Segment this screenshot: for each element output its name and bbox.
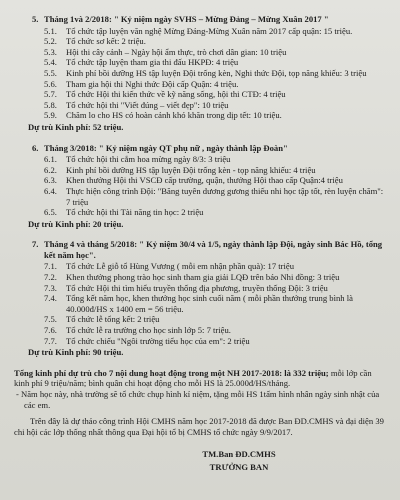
activity-number: 6.3. (44, 175, 57, 186)
activity-text: Khen thưởng phong trào học sinh tham gia giải LQĐ trên báo Nhi đồng: 3 triệu (66, 272, 340, 283)
activity-number: 7.2. (44, 272, 57, 283)
activity-number: 7.5. (44, 314, 57, 325)
activity-item (14, 336, 384, 347)
activity-text: Chăm lo cho HS có hoàn cảnh khó khăn trong dịp tết: 10 triệu. (66, 110, 282, 121)
signature-block (14, 449, 384, 472)
closing-paragraph: Trên đây là dự thảo công trình Hội CMHS năm học 2017-2018 đã được Ban ĐD.CMHS và đại diện 39 chi hội các lớp thống nhất thông qua Đại hội tổ bị CMHS tổ chức ngày 9/9/2017. (14, 416, 384, 437)
activity-item (14, 100, 384, 111)
activity-number: 7.1. (44, 261, 57, 272)
activity-text: Tổ chức sơ kết: 2 triệu. (66, 36, 146, 47)
activity-text: Thực hiện công trình Đội: "Băng tuyên dương gương thiếu nhi học tập tốt, rèn luyện chăm": 7 triệu (66, 185, 384, 207)
signature-role: TRƯỞNG BAN (209, 461, 269, 472)
activity-number: 7.7. (44, 335, 57, 346)
activity-text: Tổ chức lễ tổng kết: 2 triệu (66, 314, 160, 325)
activity-number: 6.2. (44, 164, 57, 175)
activity-text: Tổng kết năm học, khen thưởng học sinh cuối năm ( mỗi phần thưởng trung bình là 40.000đ/HS x 1400 em = 56 triệu. (66, 293, 353, 314)
activity-item (14, 79, 384, 90)
total-budget-detail: mỗi lớp cần kinh phí 9 triệu/năm; bình quân chi hoạt động cho mỗi HS là 25.000đ/HS/tháng. (14, 367, 372, 389)
activity-text: Tổ chức lễ ra trường cho học sinh lớp 5: 7 triệu. (66, 325, 231, 336)
activity-text: Kinh phí bồi dưỡng HS tập luyện Đội trống kèn, Nghi thức Đội, tọp năng khiếu: 3 triệu (66, 67, 367, 78)
activity-text: Tổ chức Hội thi tìm hiểu truyền thống địa phương, truyền thống Đội: 3 triệu (66, 282, 328, 293)
total-budget-bold: Tổng kinh phí dự trù cho 7 nội dung hoạt động trong một NH 2017-2018: là 332 triệu; (14, 367, 329, 378)
activity-item (14, 175, 384, 186)
section-title (14, 14, 384, 25)
activity-item (14, 325, 384, 336)
activity-number: 5.7. (44, 89, 57, 100)
activity-text: Hội thi cây cảnh – Ngày hội ẩm thực, trò chơi dân gian: 10 triệu (66, 46, 287, 57)
activity-text: Tổ chức tập luyện tham gia thi đấu HKPĐ: 4 triệu (66, 57, 239, 68)
note-bullet: - Năm học này, nhà trường sẽ tổ chức chụp hình kỉ niệm, tặng mỗi HS 1tấm hình nhân ngày sinh nhật của các em. (16, 389, 380, 410)
section-title-text: Tháng 1và 2/2018: " Kỷ niệm ngày SVHS – Mừng Đảng – Mừng Xuân 2017 " (44, 14, 329, 24)
activity-item (14, 261, 384, 272)
note-text: Năm học này, nhà trường sẽ tổ chức chụp hình kỉ niệm, tặng mỗi HS 1tấm hình nhân ngày sinh nhật của các em. (21, 389, 380, 410)
activity-item (14, 283, 384, 294)
activity-item (14, 207, 384, 218)
activity-number: 5.5. (44, 67, 57, 78)
section-number: 7. (32, 239, 39, 250)
activity-text: Tổ chức chiếu "Ngôi trường tiểu học của em": 2 triệu (66, 335, 250, 346)
activity-item (14, 36, 384, 47)
section-title-text: Tháng 3/2018: " Kỷ niệm ngày QT phụ nữ , ngày thành lập Đoàn" (44, 142, 288, 153)
section-budget: Dự trù Kinh phí: 90 triệu. (28, 347, 124, 358)
activity-item (14, 293, 384, 314)
section-budget: Dự trù Kinh phí: 20 triệu. (28, 218, 124, 229)
activity-number: 5.2. (44, 36, 57, 47)
activity-item (14, 89, 384, 100)
activity-number: 7.6. (44, 325, 57, 336)
section-number: 6. (32, 142, 39, 153)
activity-text: Tổ chức tập luyện văn nghệ Mừng Đảng-Mừng Xuân năm 2017 cấp quận: 15 triệu. (66, 25, 353, 36)
activity-text: Tổ chức Lễ giỗ tổ Hùng Vương ( mỗi em nhận phần quà): 17 triệu (66, 261, 295, 272)
activity-text: Tham gia hội thi Nghi thức Đội cấp Quận: 4 triệu. (66, 78, 239, 89)
activity-text: Tổ chức hội thi cắm hoa mừng ngày 8/3: 3 triệu (66, 154, 231, 165)
section-title (14, 143, 384, 154)
activity-number: 5.9. (44, 110, 57, 121)
activity-item (14, 68, 384, 79)
signature-title: TM.Ban ĐD.CMHS (202, 449, 276, 460)
activity-item (14, 186, 384, 207)
activity-item (14, 110, 384, 121)
activity-number: 7.4. (44, 293, 57, 304)
activity-text: Tổ chức Hội thi kiến thức về kỹ năng sống, hội thi CTĐ: 4 triệu (66, 89, 286, 100)
plan-section (14, 239, 384, 358)
activity-item (14, 314, 384, 325)
activity-number: 6.4. (44, 185, 57, 196)
section-number: 5. (32, 14, 39, 24)
activity-number: 5.6. (44, 78, 57, 89)
section-title (14, 239, 384, 260)
activity-number: 5.8. (44, 99, 57, 110)
section-budget: Dự trù Kinh phí: 52 triệu. (28, 121, 124, 132)
activity-number: 6.1. (44, 154, 57, 165)
activity-item (14, 165, 384, 176)
activity-number: 6.5. (44, 207, 57, 218)
activity-text: Khen thưởng Hội thi VSCĐ cấp trường, quận, thưởng Hội thao cấp Quận:4 triệu (66, 175, 343, 186)
section-title-text: Tháng 4 và tháng 5/2018: " Kỷ niệm 30/4 và 1/5, ngày thành lập Đội, ngày sinh Bác Hồ, tổng kết năm học". (44, 239, 383, 260)
activity-text: Tổ chức hội thi "Viết đúng – viết đẹp": 10 triệu (66, 99, 229, 110)
activity-number: 5.1. (44, 25, 57, 36)
plan-section (14, 14, 384, 133)
activity-item (14, 57, 384, 68)
activity-item (14, 272, 384, 283)
activity-item (14, 154, 384, 165)
activity-number: 5.3. (44, 46, 57, 57)
activity-item (14, 47, 384, 58)
activity-text: Tổ chức hội thi Tài năng tin học: 2 triệu (66, 207, 204, 218)
activity-number: 5.4. (44, 57, 57, 68)
activity-item (14, 26, 384, 37)
plan-section (14, 143, 384, 230)
activity-text: Kinh phí bồi dưỡng HS tập luyện Đội trống kèn - tọp năng khiếu: 4 triệu (66, 164, 316, 175)
activity-number: 7.3. (44, 282, 57, 293)
total-budget (14, 368, 384, 389)
